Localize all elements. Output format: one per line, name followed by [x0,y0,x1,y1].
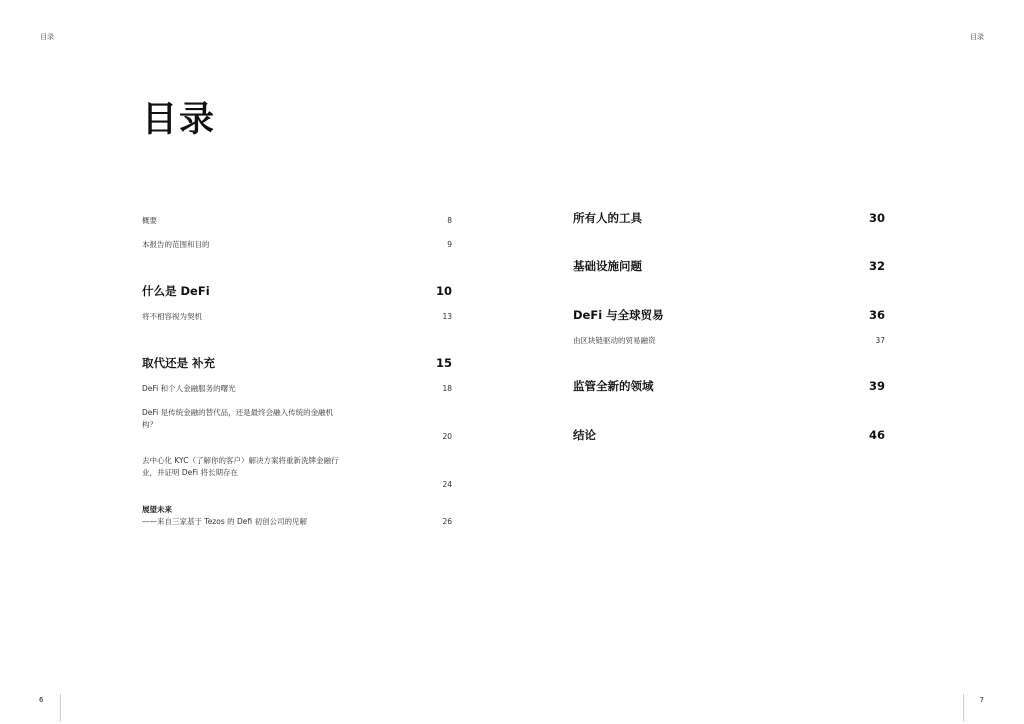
toc-entry-outlook[interactable] [142,504,452,532]
page-title: 目录 [142,100,217,140]
toc-entry-title: DeFi 是传统金融的替代品，还是最终会融入传统的金融机构？ [142,408,334,429]
toc-entry-alternative[interactable] [142,407,452,447]
toc-section-title: DeFi 与全球贸易 [573,308,664,322]
toc-entry-page: 9 [447,240,452,249]
toc-section-page: 30 [868,211,885,225]
toc-section-title: 基础设施问题 [573,259,642,273]
footer-divider-right [963,694,964,722]
toc-entry-subtitle: ——来自三家基于 Tezos 的 Defi 初创公司的见解 [142,517,308,526]
toc-entry-page: 26 [442,517,452,526]
toc-section-title: 取代还是 补充 [142,356,216,370]
toc-section-page: 46 [868,428,885,442]
toc-entry-title: 将不相容视为契机 [142,312,202,321]
running-header-left: 目录 [40,33,54,41]
toc-entry-title: DeFi 和个人金融服务的曙光 [142,384,236,393]
toc-entry-label: 展望未来 [142,505,172,514]
toc-entry-title: 由区块链驱动的贸易融资 [573,336,656,345]
toc-entry-title: 本报告的范围和目的 [142,240,210,249]
toc-entry-title [142,504,342,528]
toc-entry-page: 13 [442,312,452,321]
page-number-left: 6 [39,696,44,704]
toc-section-title: 监管全新的领域 [573,379,654,393]
running-header-right: 目录 [970,33,984,41]
toc-section-page: 32 [868,259,885,273]
toc-entry-title: 概要 [142,216,157,225]
toc-entry-kyc[interactable] [142,455,452,495]
toc-section-page: 15 [435,356,452,370]
toc-left-column [142,0,452,724]
toc-entry-page: 8 [447,216,452,225]
toc-section-page: 10 [435,284,452,298]
toc-entry-page: 24 [442,480,452,489]
toc-section-title: 结论 [573,428,596,442]
toc-section-title: 什么是 DeFi [142,284,210,298]
toc-section-title: 所有人的工具 [573,211,642,225]
toc-entry-page: 20 [442,432,452,441]
toc-entry-page: 37 [875,336,885,345]
footer-divider-left [60,694,61,722]
toc-section-page: 39 [868,379,885,393]
toc-entry-page: 18 [442,384,452,393]
toc-entry-title: 去中心化 KYC（了解你的客户）解决方案将重新洗牌金融行业，并证明 DeFi 将长期存在 [142,456,339,477]
toc-right-column [573,0,885,724]
page-number-right: 7 [979,696,984,704]
toc-section-page: 36 [868,308,885,322]
